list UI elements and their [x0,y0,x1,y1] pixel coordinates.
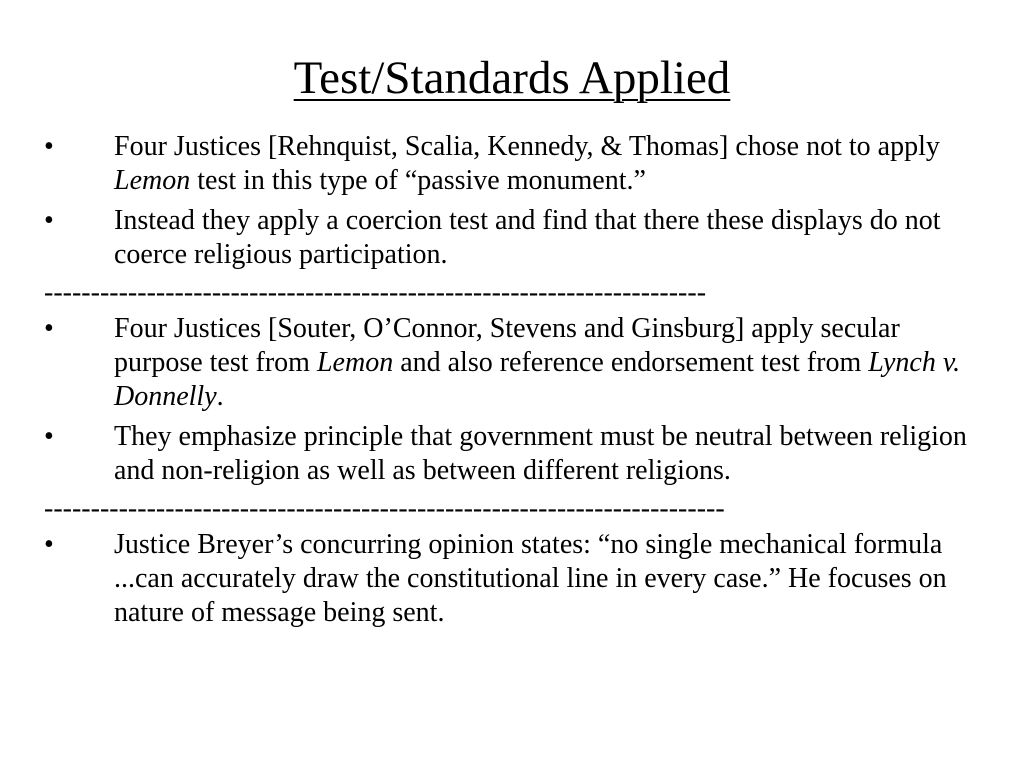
bullet-dot: • [44,205,54,236]
bullet-item [44,204,984,272]
bullet-dot: • [44,421,54,452]
case-name: Lemon [114,165,191,196]
section-divider: ----------------------------------------------------------------------- [44,278,707,308]
section-divider: ------------------------------------------------------------------------- [44,494,725,524]
bullet-text: Four Justices [Souter, O’Connor, Stevens and Ginsburg] apply secular purpose test from Lemon and also reference endorsement test from Lynch v. Donnelly. [114,313,961,412]
bullet-item [44,528,984,630]
case-name: Lynch v. Donnelly [114,347,961,412]
slide-body [44,130,984,636]
slide-title: Test/Standards Applied [293,52,731,104]
bullet-text: They emphasize principle that government must be neutral between religion and non-religion as well as between different religions. [114,421,967,486]
bullet-text: Four Justices [Rehnquist, Scalia, Kennedy, & Thomas] chose not to apply Lemon test in this type of “passive monument.” [114,131,940,196]
bullet-text: Instead they apply a coercion test and find that there these displays do not coerce religious participation. [114,205,941,270]
bullet-dot: • [44,313,54,344]
bullet-text: Justice Breyer’s concurring opinion states: “no single mechanical formula ...can accurately draw the constitutional line in every case.” He focuses on nature of message being sent. [114,529,947,628]
bullet-item [44,312,984,414]
case-name: Lemon [316,347,394,378]
bullet-item [44,130,984,198]
bullet-item [44,420,984,488]
bullet-dot: • [44,131,54,162]
bullet-dot: • [44,529,54,560]
